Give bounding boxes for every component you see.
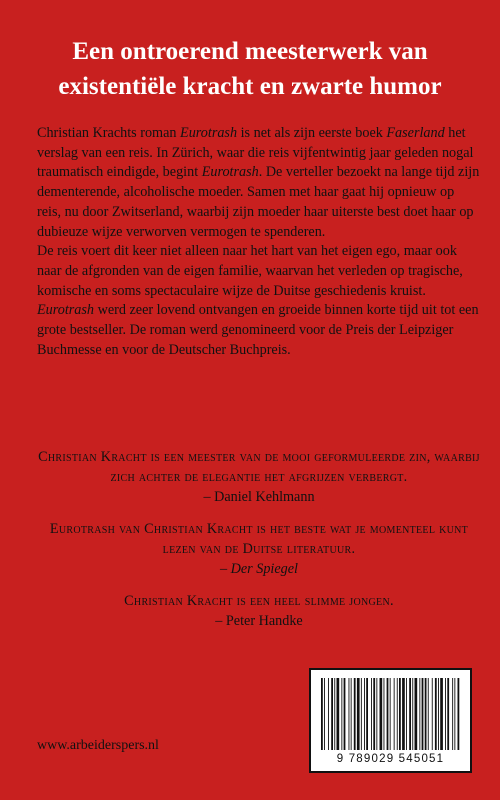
headline-line-2: existentiële kracht en zwarte humor xyxy=(58,73,442,100)
barcode-bar xyxy=(371,678,372,750)
barcode-bar xyxy=(357,678,360,750)
barcode-bars xyxy=(319,678,462,750)
quote-text: Eurotrash van Christian Kracht is het beste wat je momenteel kunt lezen van de Duitse literatuur. xyxy=(49,521,469,557)
headline xyxy=(20,34,480,104)
description-paragraph-2: De reis voert dit keer niet alleen naar het hart van het eigen ego, maar ook naar de afgronden van de eigen familie, waarvan het verleden op tragische, komische en soms spectaculaire wijze de Duitse geschiedenis kruist. xyxy=(37,243,463,299)
barcode-bar xyxy=(402,678,405,750)
barcode-bar xyxy=(422,678,424,750)
barcode-bar xyxy=(351,678,352,750)
barcode-bar xyxy=(425,678,427,750)
isbn-barcode xyxy=(309,668,472,773)
barcode-bar xyxy=(331,678,333,750)
book-title-italic: Eurotrash xyxy=(180,125,238,141)
quote-source: – Daniel Kehlmann xyxy=(203,489,315,505)
review-quotes xyxy=(37,447,481,631)
barcode-bar xyxy=(354,678,356,750)
review-quote xyxy=(37,591,481,631)
barcode-bar xyxy=(328,678,329,750)
barcode-bar xyxy=(394,678,395,750)
description-text: . De verteller bezoekt na lange tijd zijn dementerende, alcoholische moeder. Samen met haar gaat hij opnieuw op reis, nu door Zwitserland, waarbij zijn moeder haar uiterste best doet haar op dubieuze wijze verworven vermogen te spenderen. xyxy=(37,164,480,240)
barcode-bar xyxy=(321,678,323,750)
barcode-bar xyxy=(361,678,362,750)
book-title-italic: Faserland xyxy=(386,125,445,141)
description-paragraph-1 xyxy=(37,124,481,242)
barcode-bar xyxy=(344,678,346,750)
description-text: is net als zijn eerste boek xyxy=(237,125,387,141)
book-title-italic: Eurotrash xyxy=(37,302,95,319)
barcode-bar xyxy=(384,678,385,750)
book-description xyxy=(37,124,481,360)
barcode-bar xyxy=(438,678,439,750)
review-quote xyxy=(37,519,481,579)
barcode-bar xyxy=(440,678,443,750)
barcode-bar xyxy=(387,678,389,750)
barcode-bar xyxy=(324,678,325,750)
quote-source: – Peter Handke xyxy=(215,613,303,629)
barcode-bar xyxy=(458,678,460,750)
barcode-bar xyxy=(373,678,375,750)
barcode-bar xyxy=(380,678,383,750)
barcode-bar xyxy=(376,678,377,750)
barcode-bar xyxy=(419,678,420,750)
barcode-bar xyxy=(435,678,437,750)
barcode-bar xyxy=(341,678,342,750)
barcode-bar xyxy=(390,678,391,750)
barcode-bar xyxy=(412,678,413,750)
barcode-bar xyxy=(454,678,455,750)
publisher-website: www.arbeiderspers.nl xyxy=(37,738,159,753)
barcode-bar xyxy=(399,678,401,750)
book-title-italic: Eurotrash xyxy=(201,164,259,181)
barcode-bar xyxy=(445,678,446,750)
barcode-bar xyxy=(337,678,340,750)
quote-source: – Der Spiegel xyxy=(219,561,298,577)
barcode-bar xyxy=(364,678,365,750)
description-paragraph-3 xyxy=(37,301,481,360)
quote-text: Christian Kracht is een heel slimme jongen. xyxy=(124,593,394,609)
isbn-number: 9 789029 545051 xyxy=(336,753,445,765)
barcode-bar xyxy=(397,678,398,750)
barcode-bar xyxy=(409,678,411,750)
barcode-bar xyxy=(366,678,368,750)
description-text: Christian Krachts roman xyxy=(37,125,181,141)
barcode-bar xyxy=(415,678,418,750)
barcode-bar xyxy=(334,678,335,750)
description-text: het verslag van een reis. In Zürich, waar die reis vijfentwintig jaar geleden nogal traumatisch eindigde, begint xyxy=(37,125,474,181)
barcode-bar xyxy=(349,678,350,750)
description-text: werd zeer lovend ontvangen en groeide binnen korte tijd uit tot een grote bestseller. De roman werd genomineerd voor de Preis der Leipziger Buchmesse en voor de Deutscher Buchpreis. xyxy=(37,302,479,358)
barcode-bar xyxy=(452,678,453,750)
barcode-bar xyxy=(447,678,449,750)
barcode-bar xyxy=(406,678,407,750)
review-quote xyxy=(37,447,481,507)
quote-text: Christian Kracht is een meester van de mooi geformuleerde zin, waarbij zich achter de elegantie het afgrijzen verbergt. xyxy=(38,449,480,485)
headline-line-1: Een ontroerend meesterwerk van xyxy=(72,38,428,65)
barcode-bar xyxy=(428,678,429,750)
barcode-bar xyxy=(432,678,433,750)
